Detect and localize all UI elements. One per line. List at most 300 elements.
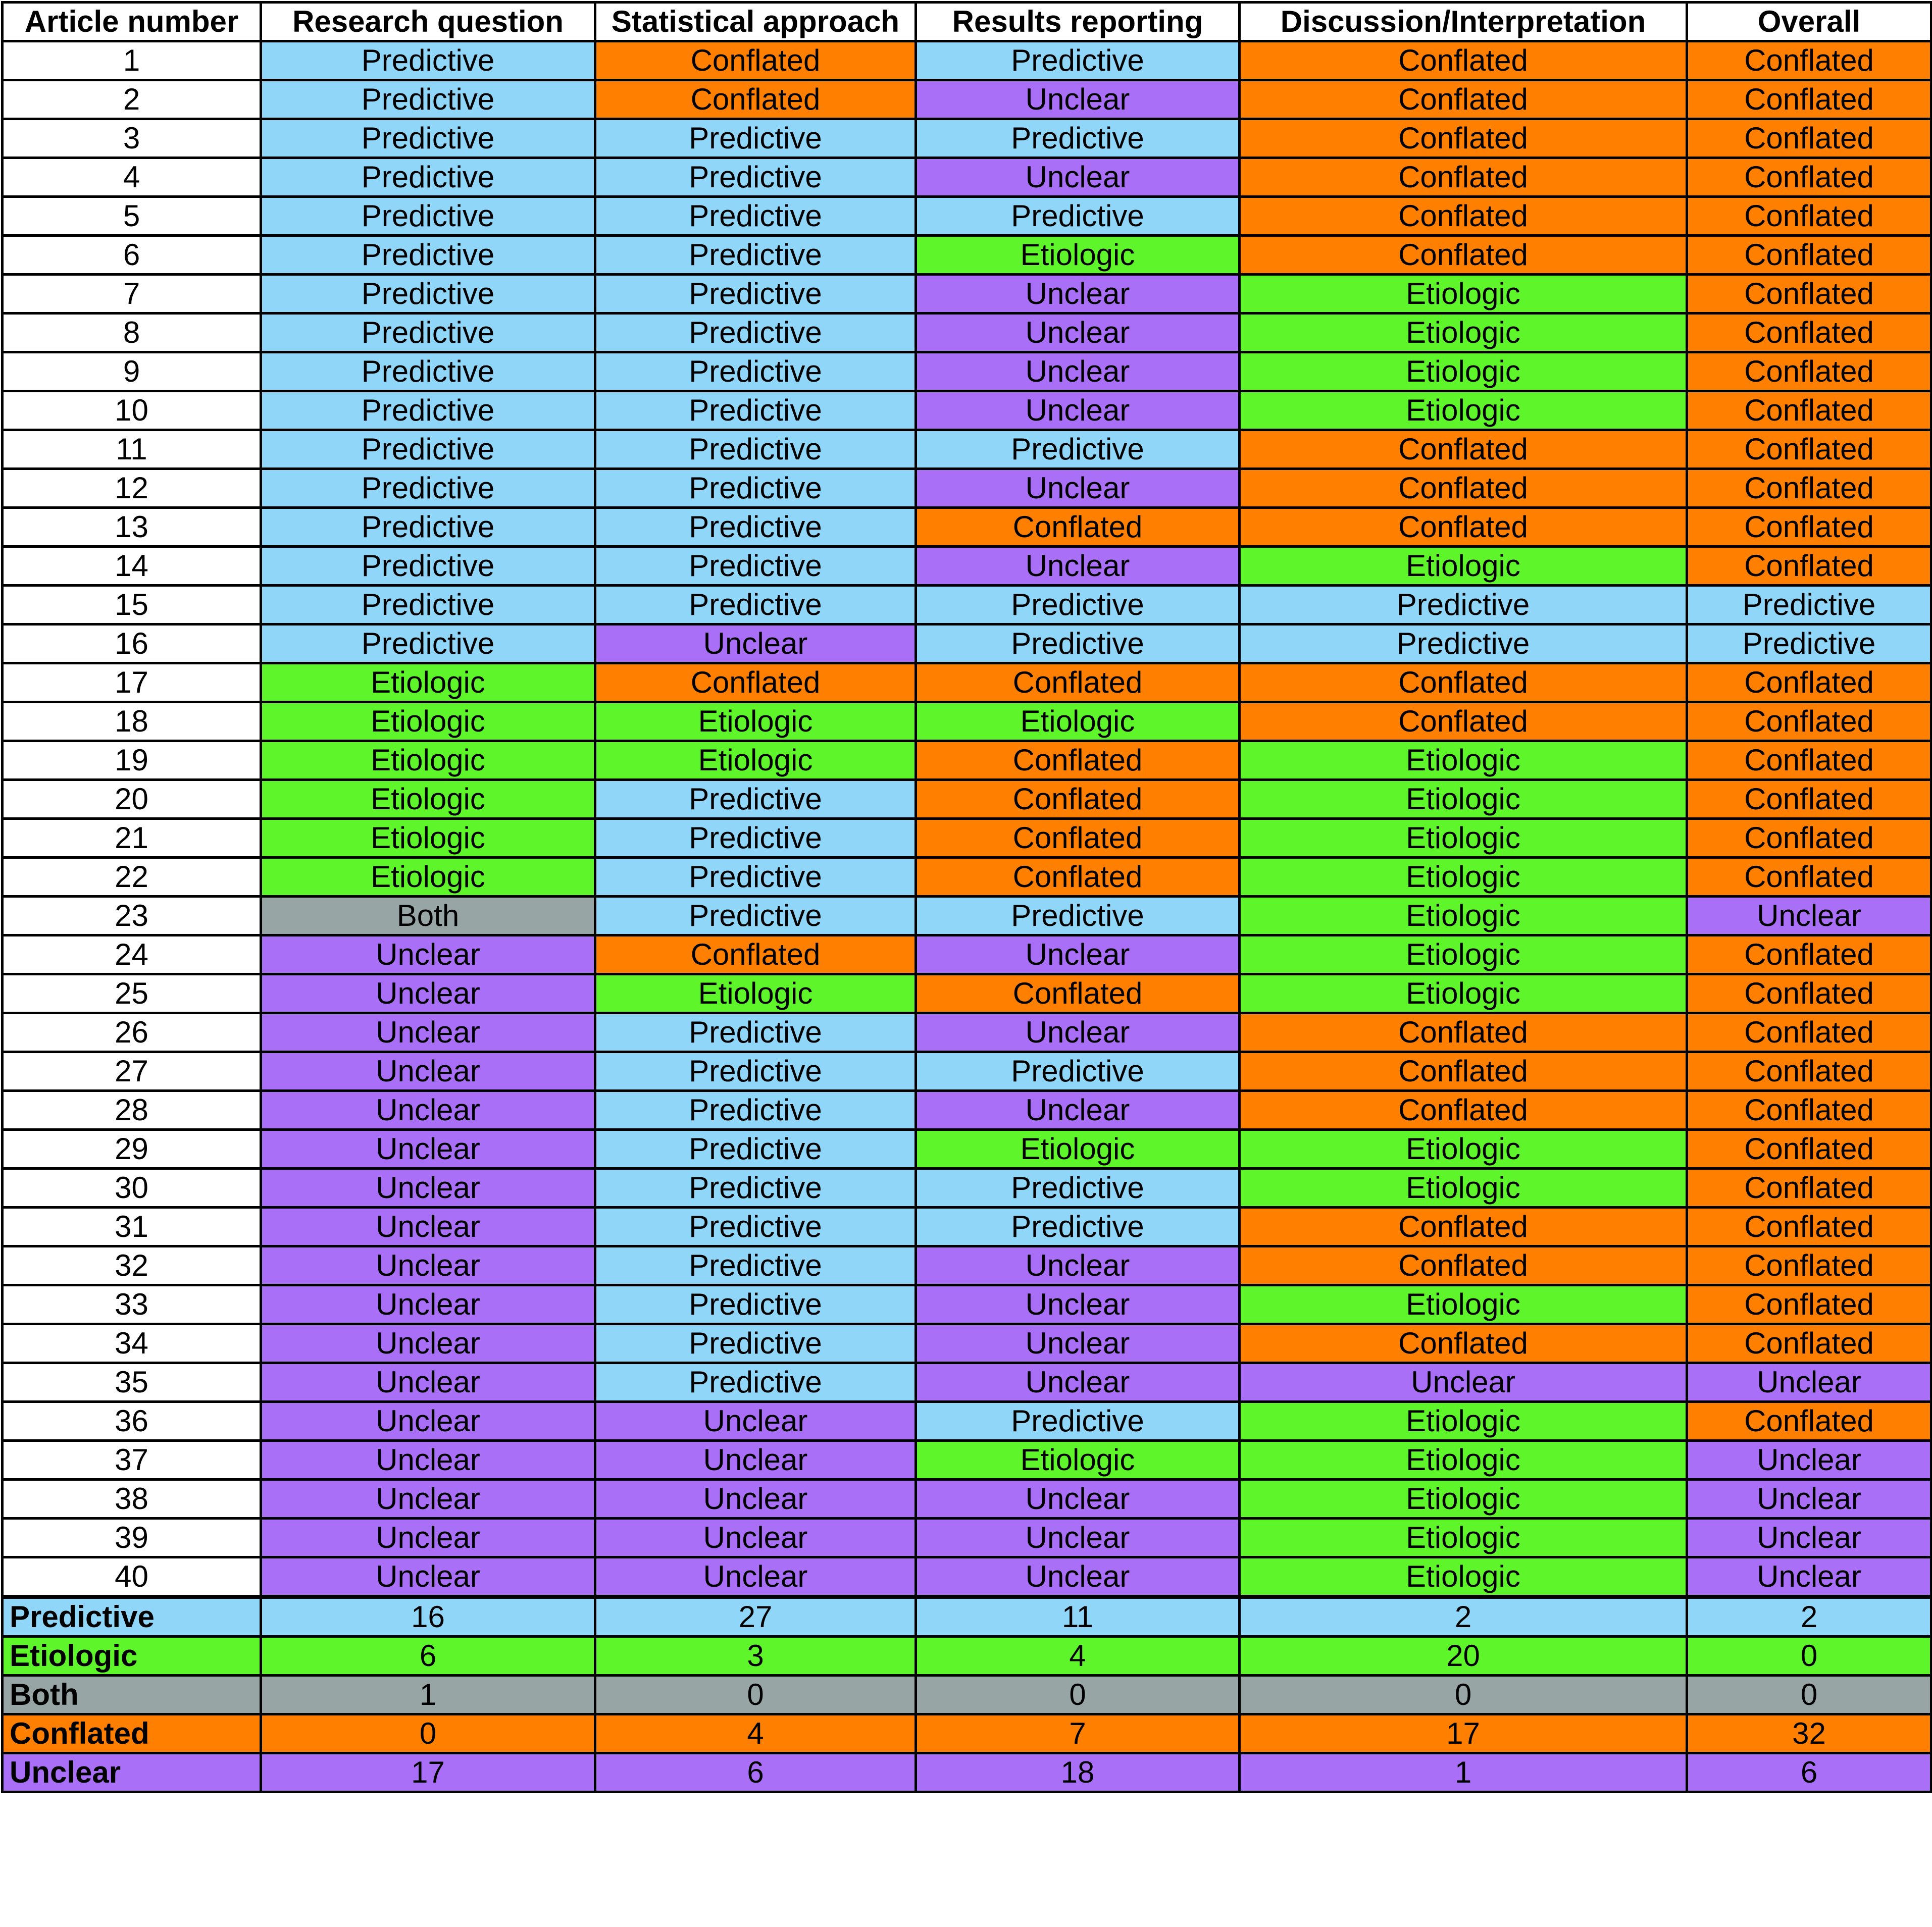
cell-statistical-approach: Predictive [595, 391, 916, 430]
cell-research-question: Both [261, 897, 595, 935]
cell-article-number: 18 [3, 702, 261, 741]
table-row [3, 1363, 1931, 1402]
cell-article-number: 35 [3, 1363, 261, 1402]
cell-article-number: 21 [3, 819, 261, 858]
summary-count-discussion-interpretation: 0 [1240, 1676, 1687, 1714]
cell-discussion-interpretation: Conflated [1240, 702, 1687, 741]
cell-article-number: 12 [3, 469, 261, 508]
cell-results-reporting: Predictive [916, 430, 1240, 469]
cell-article-number: 40 [3, 1557, 261, 1597]
table-row [3, 1130, 1931, 1169]
summary-count-results-reporting: 4 [916, 1637, 1240, 1676]
cell-overall: Conflated [1687, 1091, 1931, 1130]
cell-discussion-interpretation: Etiologic [1240, 391, 1687, 430]
cell-overall: Conflated [1687, 469, 1931, 508]
cell-statistical-approach: Predictive [595, 547, 916, 586]
cell-results-reporting: Predictive [916, 197, 1240, 236]
cell-article-number: 28 [3, 1091, 261, 1130]
table-row [3, 1324, 1931, 1363]
cell-research-question: Predictive [261, 508, 595, 547]
cell-statistical-approach: Predictive [595, 1246, 916, 1285]
cell-results-reporting: Unclear [916, 1285, 1240, 1324]
cell-article-number: 15 [3, 586, 261, 624]
cell-research-question: Predictive [261, 197, 595, 236]
cell-discussion-interpretation: Etiologic [1240, 819, 1687, 858]
cell-discussion-interpretation: Etiologic [1240, 1557, 1687, 1597]
table-row [3, 1169, 1931, 1208]
table-row [3, 1441, 1931, 1480]
cell-discussion-interpretation: Etiologic [1240, 1480, 1687, 1519]
cell-research-question: Predictive [261, 586, 595, 624]
cell-research-question: Predictive [261, 430, 595, 469]
cell-results-reporting: Etiologic [916, 1441, 1240, 1480]
cell-statistical-approach: Predictive [595, 197, 916, 236]
cell-results-reporting: Conflated [916, 780, 1240, 819]
table-row [3, 974, 1931, 1013]
summary-row [3, 1676, 1931, 1714]
cell-article-number: 3 [3, 119, 261, 158]
cell-results-reporting: Predictive [916, 1208, 1240, 1246]
cell-statistical-approach: Etiologic [595, 974, 916, 1013]
cell-article-number: 33 [3, 1285, 261, 1324]
cell-research-question: Unclear [261, 974, 595, 1013]
cell-statistical-approach: Predictive [595, 314, 916, 352]
cell-results-reporting: Predictive [916, 586, 1240, 624]
cell-results-reporting: Predictive [916, 897, 1240, 935]
cell-research-question: Etiologic [261, 702, 595, 741]
cell-statistical-approach: Predictive [595, 780, 916, 819]
cell-results-reporting: Etiologic [916, 702, 1240, 741]
cell-discussion-interpretation: Etiologic [1240, 1402, 1687, 1441]
cell-research-question: Unclear [261, 1285, 595, 1324]
cell-overall: Conflated [1687, 80, 1931, 119]
cell-overall: Unclear [1687, 1557, 1931, 1597]
cell-discussion-interpretation: Etiologic [1240, 1441, 1687, 1480]
cell-overall: Conflated [1687, 1130, 1931, 1169]
cell-article-number: 7 [3, 275, 261, 314]
table-row [3, 391, 1931, 430]
cell-article-number: 16 [3, 624, 261, 663]
cell-statistical-approach: Predictive [595, 1130, 916, 1169]
cell-article-number: 37 [3, 1441, 261, 1480]
summary-count-discussion-interpretation: 2 [1240, 1597, 1687, 1637]
table-row [3, 41, 1931, 80]
header-overall: Overall [1687, 3, 1931, 41]
cell-statistical-approach: Predictive [595, 1285, 916, 1324]
table-row [3, 352, 1931, 391]
cell-discussion-interpretation: Etiologic [1240, 352, 1687, 391]
cell-results-reporting: Conflated [916, 741, 1240, 780]
cell-discussion-interpretation: Etiologic [1240, 275, 1687, 314]
cell-discussion-interpretation: Conflated [1240, 1324, 1687, 1363]
cell-statistical-approach: Conflated [595, 41, 916, 80]
cell-overall: Conflated [1687, 508, 1931, 547]
summary-count-statistical-approach: 6 [595, 1753, 916, 1792]
cell-statistical-approach: Conflated [595, 80, 916, 119]
cell-article-number: 22 [3, 858, 261, 897]
header-discussion-interpretation: Discussion/Interpretation [1240, 3, 1687, 41]
cell-overall: Conflated [1687, 858, 1931, 897]
cell-statistical-approach: Predictive [595, 1363, 916, 1402]
cell-results-reporting: Predictive [916, 41, 1240, 80]
cell-article-number: 38 [3, 1480, 261, 1519]
summary-count-overall: 2 [1687, 1597, 1931, 1637]
cell-statistical-approach: Predictive [595, 1013, 916, 1052]
table-row [3, 508, 1931, 547]
cell-research-question: Predictive [261, 158, 595, 197]
cell-overall: Unclear [1687, 1363, 1931, 1402]
cell-statistical-approach: Predictive [595, 158, 916, 197]
cell-article-number: 29 [3, 1130, 261, 1169]
cell-discussion-interpretation: Etiologic [1240, 1519, 1687, 1557]
cell-results-reporting: Unclear [916, 1363, 1240, 1402]
cell-research-question: Predictive [261, 80, 595, 119]
cell-article-number: 32 [3, 1246, 261, 1285]
cell-article-number: 13 [3, 508, 261, 547]
cell-article-number: 17 [3, 663, 261, 702]
cell-statistical-approach: Predictive [595, 236, 916, 275]
summary-row [3, 1753, 1931, 1792]
cell-statistical-approach: Predictive [595, 1324, 916, 1363]
cell-overall: Conflated [1687, 1208, 1931, 1246]
cell-results-reporting: Predictive [916, 624, 1240, 663]
cell-overall: Conflated [1687, 702, 1931, 741]
summary-count-research-question: 6 [261, 1637, 595, 1676]
table-row [3, 663, 1931, 702]
cell-article-number: 14 [3, 547, 261, 586]
summary-count-discussion-interpretation: 1 [1240, 1753, 1687, 1792]
cell-article-number: 19 [3, 741, 261, 780]
summary-label: Both [3, 1676, 261, 1714]
cell-research-question: Predictive [261, 275, 595, 314]
table-row [3, 1208, 1931, 1246]
cell-discussion-interpretation: Etiologic [1240, 547, 1687, 586]
cell-overall: Conflated [1687, 352, 1931, 391]
cell-discussion-interpretation: Conflated [1240, 236, 1687, 275]
table-row [3, 1519, 1931, 1557]
cell-research-question: Unclear [261, 1246, 595, 1285]
cell-article-number: 5 [3, 197, 261, 236]
header-results-reporting: Results reporting [916, 3, 1240, 41]
cell-discussion-interpretation: Predictive [1240, 624, 1687, 663]
cell-statistical-approach: Predictive [595, 508, 916, 547]
cell-statistical-approach: Predictive [595, 858, 916, 897]
summary-count-statistical-approach: 4 [595, 1714, 916, 1753]
cell-overall: Conflated [1687, 275, 1931, 314]
cell-article-number: 8 [3, 314, 261, 352]
cell-article-number: 2 [3, 80, 261, 119]
cell-results-reporting: Unclear [916, 1324, 1240, 1363]
summary-label: Conflated [3, 1714, 261, 1753]
table-row [3, 624, 1931, 663]
cell-overall: Conflated [1687, 391, 1931, 430]
summary-count-results-reporting: 18 [916, 1753, 1240, 1792]
cell-article-number: 11 [3, 430, 261, 469]
table-row [3, 1013, 1931, 1052]
cell-overall: Conflated [1687, 430, 1931, 469]
cell-article-number: 23 [3, 897, 261, 935]
summary-row [3, 1597, 1931, 1637]
table-row [3, 780, 1931, 819]
cell-overall: Predictive [1687, 624, 1931, 663]
cell-overall: Unclear [1687, 897, 1931, 935]
cell-results-reporting: Unclear [916, 1519, 1240, 1557]
cell-research-question: Predictive [261, 314, 595, 352]
table-row [3, 314, 1931, 352]
cell-overall: Conflated [1687, 547, 1931, 586]
cell-article-number: 36 [3, 1402, 261, 1441]
cell-statistical-approach: Unclear [595, 1480, 916, 1519]
cell-discussion-interpretation: Predictive [1240, 586, 1687, 624]
summary-count-research-question: 0 [261, 1714, 595, 1753]
cell-overall: Unclear [1687, 1441, 1931, 1480]
table-row [3, 935, 1931, 974]
cell-statistical-approach: Etiologic [595, 741, 916, 780]
cell-results-reporting: Unclear [916, 275, 1240, 314]
cell-discussion-interpretation: Conflated [1240, 80, 1687, 119]
cell-discussion-interpretation: Conflated [1240, 663, 1687, 702]
cell-research-question: Unclear [261, 1324, 595, 1363]
cell-article-number: 34 [3, 1324, 261, 1363]
cell-statistical-approach: Predictive [595, 352, 916, 391]
cell-overall: Conflated [1687, 974, 1931, 1013]
cell-research-question: Etiologic [261, 780, 595, 819]
table-row [3, 741, 1931, 780]
cell-overall: Conflated [1687, 158, 1931, 197]
table-row [3, 819, 1931, 858]
cell-research-question: Unclear [261, 935, 595, 974]
classification-table [1, 1, 1932, 1793]
summary-count-research-question: 1 [261, 1676, 595, 1714]
cell-article-number: 31 [3, 1208, 261, 1246]
cell-results-reporting: Etiologic [916, 1130, 1240, 1169]
table-row [3, 897, 1931, 935]
cell-results-reporting: Predictive [916, 1052, 1240, 1091]
cell-discussion-interpretation: Etiologic [1240, 314, 1687, 352]
cell-research-question: Unclear [261, 1519, 595, 1557]
cell-statistical-approach: Predictive [595, 1091, 916, 1130]
cell-article-number: 4 [3, 158, 261, 197]
cell-research-question: Unclear [261, 1013, 595, 1052]
cell-statistical-approach: Etiologic [595, 702, 916, 741]
cell-overall: Unclear [1687, 1480, 1931, 1519]
table-row [3, 158, 1931, 197]
summary-count-overall: 0 [1687, 1637, 1931, 1676]
cell-research-question: Predictive [261, 391, 595, 430]
cell-article-number: 39 [3, 1519, 261, 1557]
cell-statistical-approach: Predictive [595, 119, 916, 158]
cell-statistical-approach: Conflated [595, 935, 916, 974]
cell-statistical-approach: Predictive [595, 275, 916, 314]
cell-results-reporting: Unclear [916, 80, 1240, 119]
cell-research-question: Predictive [261, 547, 595, 586]
cell-statistical-approach: Unclear [595, 624, 916, 663]
table-row [3, 275, 1931, 314]
cell-results-reporting: Unclear [916, 391, 1240, 430]
cell-research-question: Unclear [261, 1402, 595, 1441]
table-row [3, 858, 1931, 897]
cell-research-question: Predictive [261, 41, 595, 80]
table-row [3, 1052, 1931, 1091]
summary-count-overall: 32 [1687, 1714, 1931, 1753]
cell-discussion-interpretation: Etiologic [1240, 974, 1687, 1013]
cell-discussion-interpretation: Conflated [1240, 41, 1687, 80]
summary-count-results-reporting: 0 [916, 1676, 1240, 1714]
cell-overall: Unclear [1687, 1519, 1931, 1557]
cell-overall: Conflated [1687, 1402, 1931, 1441]
cell-research-question: Etiologic [261, 663, 595, 702]
cell-discussion-interpretation: Etiologic [1240, 858, 1687, 897]
cell-research-question: Etiologic [261, 858, 595, 897]
cell-discussion-interpretation: Conflated [1240, 1246, 1687, 1285]
cell-statistical-approach: Predictive [595, 586, 916, 624]
summary-count-research-question: 16 [261, 1597, 595, 1637]
cell-statistical-approach: Predictive [595, 1208, 916, 1246]
cell-results-reporting: Unclear [916, 1013, 1240, 1052]
cell-overall: Conflated [1687, 1052, 1931, 1091]
cell-discussion-interpretation: Etiologic [1240, 1285, 1687, 1324]
cell-overall: Conflated [1687, 41, 1931, 80]
cell-results-reporting: Unclear [916, 352, 1240, 391]
cell-results-reporting: Conflated [916, 858, 1240, 897]
cell-research-question: Predictive [261, 236, 595, 275]
cell-discussion-interpretation: Conflated [1240, 197, 1687, 236]
cell-research-question: Unclear [261, 1091, 595, 1130]
cell-results-reporting: Conflated [916, 508, 1240, 547]
header-article-number: Article number [3, 3, 261, 41]
cell-discussion-interpretation: Etiologic [1240, 1130, 1687, 1169]
article-rows [3, 41, 1931, 1597]
table-row [3, 469, 1931, 508]
cell-discussion-interpretation: Etiologic [1240, 897, 1687, 935]
cell-statistical-approach: Unclear [595, 1441, 916, 1480]
summary-count-statistical-approach: 27 [595, 1597, 916, 1637]
summary-label: Predictive [3, 1597, 261, 1637]
cell-statistical-approach: Predictive [595, 1169, 916, 1208]
cell-overall: Conflated [1687, 741, 1931, 780]
cell-article-number: 10 [3, 391, 261, 430]
table-row [3, 80, 1931, 119]
cell-results-reporting: Unclear [916, 547, 1240, 586]
cell-overall: Conflated [1687, 663, 1931, 702]
cell-discussion-interpretation: Etiologic [1240, 780, 1687, 819]
cell-article-number: 26 [3, 1013, 261, 1052]
cell-research-question: Unclear [261, 1363, 595, 1402]
cell-discussion-interpretation: Conflated [1240, 158, 1687, 197]
cell-article-number: 27 [3, 1052, 261, 1091]
cell-overall: Conflated [1687, 935, 1931, 974]
cell-results-reporting: Etiologic [916, 236, 1240, 275]
cell-discussion-interpretation: Conflated [1240, 1091, 1687, 1130]
cell-overall: Conflated [1687, 780, 1931, 819]
cell-results-reporting: Unclear [916, 158, 1240, 197]
cell-research-question: Unclear [261, 1169, 595, 1208]
cell-research-question: Predictive [261, 119, 595, 158]
cell-research-question: Unclear [261, 1130, 595, 1169]
table-row [3, 197, 1931, 236]
cell-discussion-interpretation: Etiologic [1240, 935, 1687, 974]
table-row [3, 702, 1931, 741]
summary-count-research-question: 17 [261, 1753, 595, 1792]
table-row [3, 1402, 1931, 1441]
cell-research-question: Predictive [261, 624, 595, 663]
table-row [3, 1557, 1931, 1597]
summary-count-results-reporting: 7 [916, 1714, 1240, 1753]
cell-statistical-approach: Unclear [595, 1402, 916, 1441]
header-row [3, 3, 1931, 41]
cell-statistical-approach: Predictive [595, 819, 916, 858]
cell-article-number: 30 [3, 1169, 261, 1208]
cell-results-reporting: Unclear [916, 1091, 1240, 1130]
summary-count-results-reporting: 11 [916, 1597, 1240, 1637]
header-research-question: Research question [261, 3, 595, 41]
cell-statistical-approach: Predictive [595, 430, 916, 469]
cell-statistical-approach: Unclear [595, 1519, 916, 1557]
cell-results-reporting: Unclear [916, 1557, 1240, 1597]
table-row [3, 236, 1931, 275]
cell-discussion-interpretation: Conflated [1240, 508, 1687, 547]
cell-overall: Conflated [1687, 1324, 1931, 1363]
table-row [3, 1091, 1931, 1130]
summary-row [3, 1714, 1931, 1753]
cell-overall: Conflated [1687, 1169, 1931, 1208]
cell-discussion-interpretation: Etiologic [1240, 1169, 1687, 1208]
cell-research-question: Unclear [261, 1480, 595, 1519]
table-row [3, 1285, 1931, 1324]
table-row [3, 430, 1931, 469]
summary-count-overall: 0 [1687, 1676, 1931, 1714]
cell-results-reporting: Conflated [916, 819, 1240, 858]
cell-results-reporting: Predictive [916, 119, 1240, 158]
table-row [3, 547, 1931, 586]
cell-results-reporting: Unclear [916, 314, 1240, 352]
summary-count-overall: 6 [1687, 1753, 1931, 1792]
cell-overall: Conflated [1687, 236, 1931, 275]
summary-rows [3, 1597, 1931, 1792]
cell-article-number: 6 [3, 236, 261, 275]
cell-results-reporting: Conflated [916, 663, 1240, 702]
summary-count-discussion-interpretation: 20 [1240, 1637, 1687, 1676]
cell-overall: Conflated [1687, 314, 1931, 352]
cell-results-reporting: Unclear [916, 1246, 1240, 1285]
cell-article-number: 9 [3, 352, 261, 391]
cell-article-number: 1 [3, 41, 261, 80]
cell-discussion-interpretation: Conflated [1240, 1013, 1687, 1052]
summary-label: Etiologic [3, 1637, 261, 1676]
cell-overall: Conflated [1687, 1246, 1931, 1285]
cell-discussion-interpretation: Conflated [1240, 1052, 1687, 1091]
cell-research-question: Unclear [261, 1441, 595, 1480]
table-row [3, 1246, 1931, 1285]
cell-results-reporting: Unclear [916, 469, 1240, 508]
cell-discussion-interpretation: Conflated [1240, 469, 1687, 508]
cell-overall: Conflated [1687, 1013, 1931, 1052]
cell-overall: Conflated [1687, 1285, 1931, 1324]
table-row [3, 586, 1931, 624]
cell-research-question: Unclear [261, 1052, 595, 1091]
cell-discussion-interpretation: Conflated [1240, 430, 1687, 469]
cell-statistical-approach: Predictive [595, 1052, 916, 1091]
cell-results-reporting: Unclear [916, 935, 1240, 974]
summary-count-statistical-approach: 0 [595, 1676, 916, 1714]
cell-statistical-approach: Predictive [595, 897, 916, 935]
cell-discussion-interpretation: Conflated [1240, 119, 1687, 158]
cell-statistical-approach: Unclear [595, 1557, 916, 1597]
table-row [3, 119, 1931, 158]
cell-statistical-approach: Predictive [595, 469, 916, 508]
cell-statistical-approach: Conflated [595, 663, 916, 702]
cell-research-question: Etiologic [261, 741, 595, 780]
